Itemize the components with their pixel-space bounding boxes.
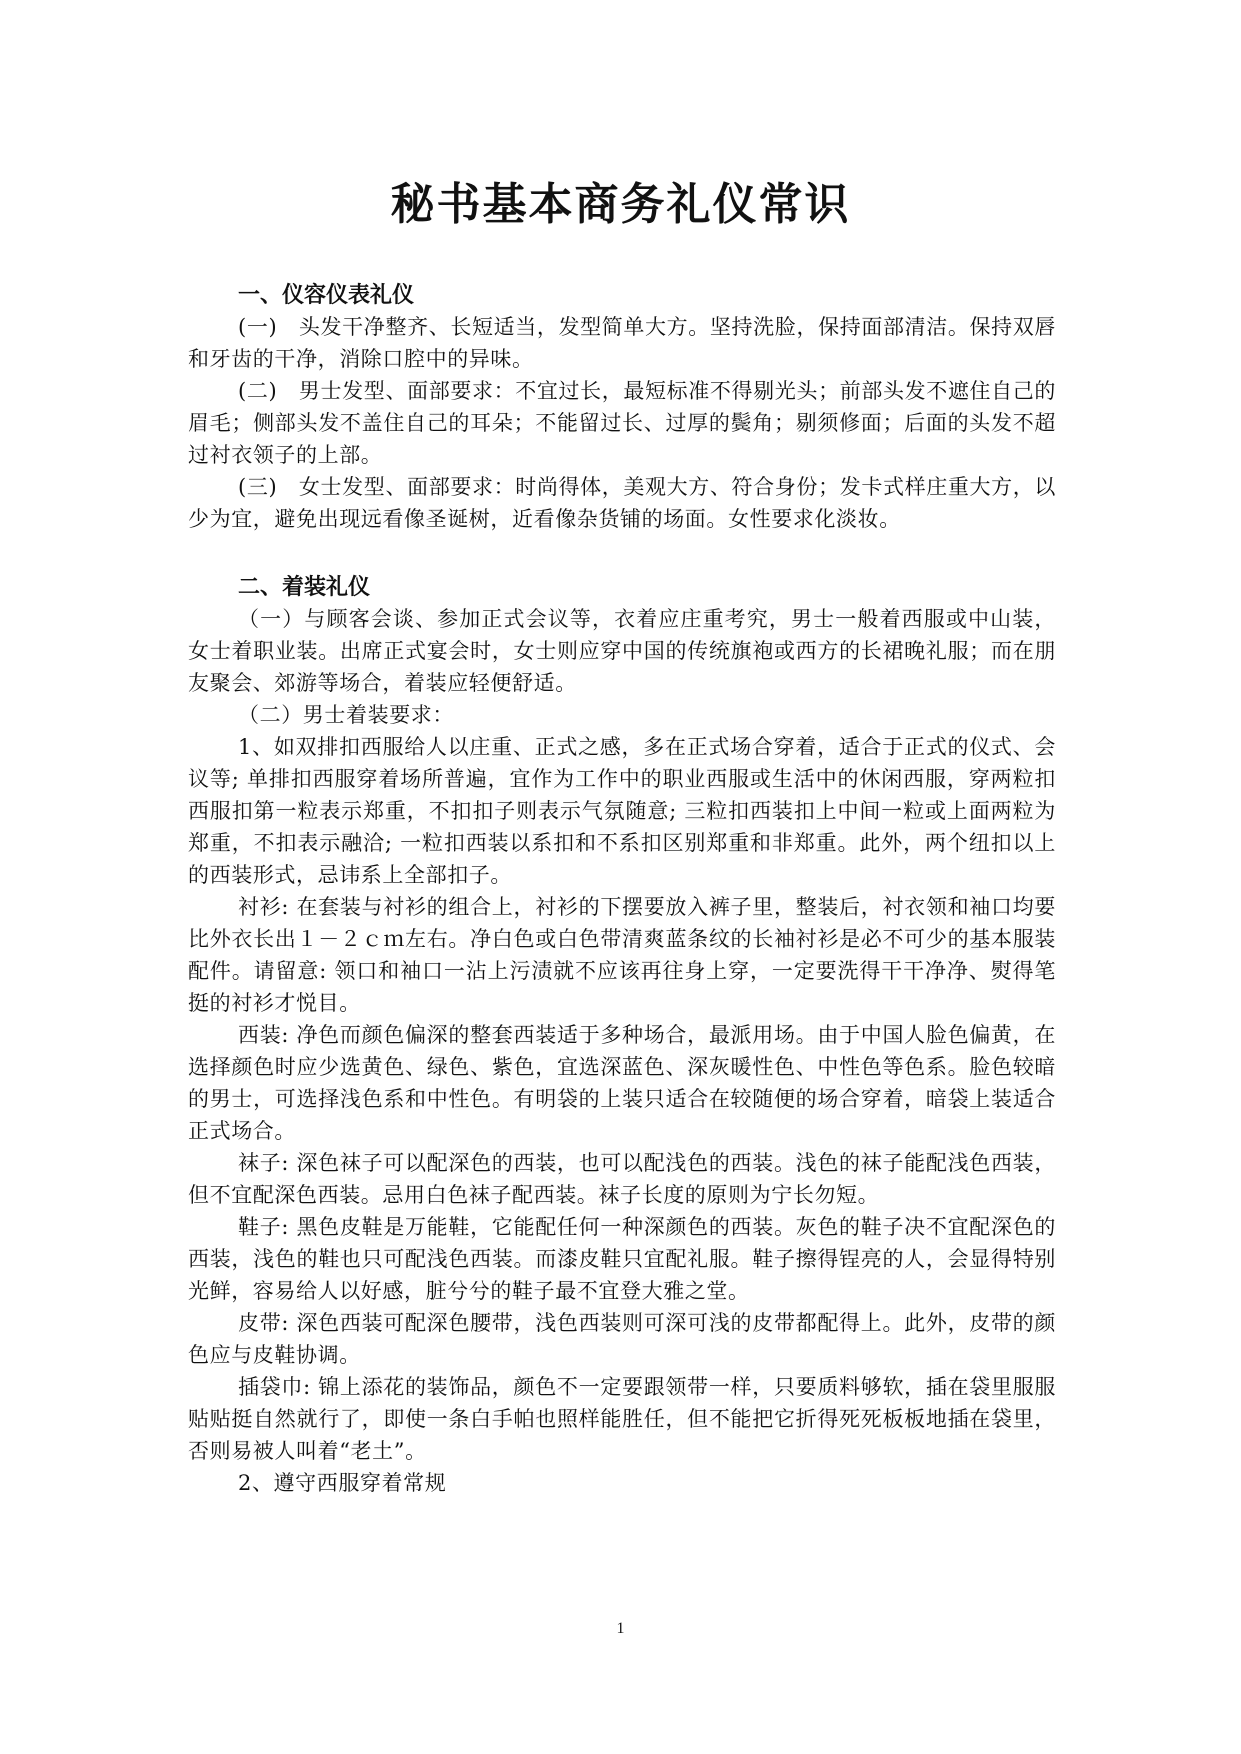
paragraph: 袜子: 深色袜子可以配深色的西装，也可以配浅色的西装。浅色的袜子能配浅色西装，但不宜配深色西装。忌用白色袜子配西装。袜子长度的原则为宁长勿短。 bbox=[188, 1151, 1056, 1207]
section-spacer bbox=[188, 535, 1056, 573]
section-appearance bbox=[188, 281, 1056, 535]
paragraph: 皮带: 深色西装可配深色腰带，浅色西装则可深可浅的皮带都配得上。此外，皮带的颜色应与皮鞋协调。 bbox=[188, 1311, 1056, 1367]
page-title: 秘书基本商务礼仪常识 bbox=[390, 179, 851, 230]
paragraph: 鞋子: 黑色皮鞋是万能鞋，它能配任何一种深颜色的西装。灰色的鞋子决不宜配深色的西装，浅色的鞋也只可配浅色西装。而漆皮鞋只宜配礼服。鞋子擦得锃亮的人，会显得特别光鲜，容易给人以好感，脏兮兮的鞋子最不宜登大雅之堂。 bbox=[188, 1215, 1056, 1303]
paragraph: （二）男士着装要求： bbox=[238, 703, 454, 727]
section-heading: 二、着装礼仪 bbox=[238, 575, 371, 600]
paragraph: 插袋巾: 锦上添花的装饰品，颜色不一定要跟领带一样，只要质料够软，插在袋里服服贴贴挺自然就行了，即使一条白手帕也照样能胜任，但不能把它折得死死板板地插在袋里，否则易被人叫着“老土”。 bbox=[188, 1375, 1056, 1463]
paragraph: (二) 男士发型、面部要求：不宜过长，最短标准不得剔光头；前部头发不遮住自己的眉毛；侧部头发不盖住自己的耳朵；不能留过长、过厚的鬓角；剔须修面；后面的头发不超过衬衣领子的上部。 bbox=[188, 379, 1056, 467]
paragraph: 西装: 净色而颜色偏深的整套西装适于多种场合，最派用场。由于中国人脸色偏黄，在选择颜色时应少选黄色、绿色、紫色，宜选深蓝色、深灰暖性色、中性色等色系。脸色较暗的男士，可选择浅色系和中性色。有明袋的上装只适合在较随便的场合穿着，暗袋上装适合正式场合。 bbox=[188, 1023, 1056, 1143]
paragraph: 2、遵守西服穿着常规 bbox=[238, 1471, 447, 1495]
document-body bbox=[188, 281, 1056, 1499]
section-dress bbox=[188, 573, 1056, 1499]
paragraph: 衬衫: 在套装与衬衫的组合上，衬衫的下摆要放入裤子里，整装后，衬衣领和袖口均要比外衣长出１－２ｃｍ左右。净白色或白色带清爽蓝条纹的长袖衬衫是必不可少的基本服装配件。请留意: 领口和袖口一沾上污渍就不应该再往身上穿，一定要洗得干干净净、熨得笔挺的衬衫才悦目。 bbox=[188, 895, 1056, 1015]
paragraph: （一）与顾客会谈、参加正式会议等，衣着应庄重考究，男士一般着西服或中山装，女士着职业装。出席正式宴会时，女士则应穿中国的传统旗袍或西方的长裙晚礼服；而在朋友聚会、郊游等场合，着装应轻便舒适。 bbox=[188, 607, 1056, 695]
paragraph: 1、如双排扣西服给人以庄重、正式之感，多在正式场合穿着，适合于正式的仪式、会议等; 单排扣西服穿着场所普遍，宜作为工作中的职业西服或生活中的休闲西服，穿两粒扣西服扣第一粒表示郑重，不扣扣子则表示气氛随意; 三粒扣西装扣上中间一粒或上面两粒为郑重，不扣表示融洽; 一粒扣西装以系扣和不系扣区别郑重和非郑重。此外，两个纽扣以上的西装形式，忌讳系上全部扣子。 bbox=[188, 735, 1056, 887]
page-number: 1 bbox=[616, 1620, 625, 1637]
section-heading: 一、仪容仪表礼仪 bbox=[238, 283, 415, 308]
paragraph: (三) 女士发型、面部要求：时尚得体，美观大方、符合身份；发卡式样庄重大方，以少为宜，避免出现远看像圣诞树，近看像杂货铺的场面。女性要求化淡妆。 bbox=[188, 475, 1056, 531]
paragraph: (一) 头发干净整齐、长短适当，发型简单大方。坚持洗脸，保持面部清洁。保持双唇和牙齿的干净，消除口腔中的异味。 bbox=[188, 315, 1056, 371]
